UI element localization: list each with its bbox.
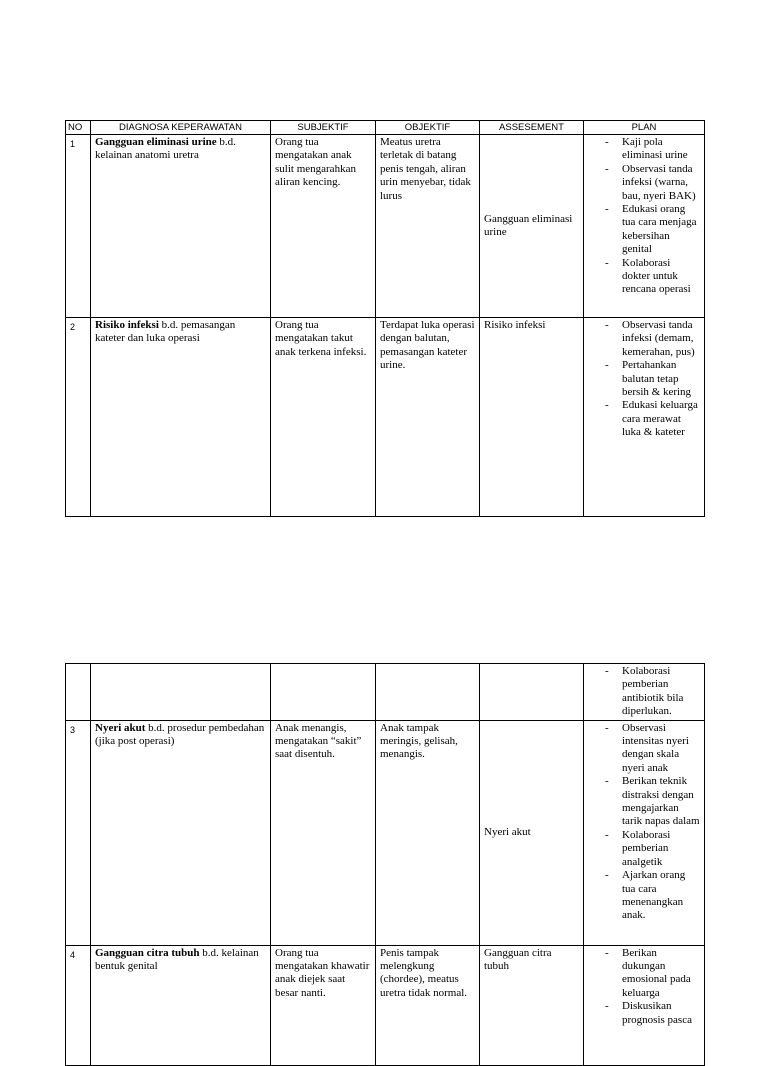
plan-item: - Pertahankan balutan tetap bersih & kering <box>622 359 700 399</box>
plan-list <box>588 947 700 1027</box>
plan-cell <box>584 720 705 945</box>
plan-cell <box>584 945 705 1065</box>
plan-list <box>588 722 700 923</box>
plan-cell <box>584 664 705 721</box>
plan-item: - Kolaborasi dokter untuk rencana operasi <box>622 257 700 297</box>
plan-cell <box>584 318 705 517</box>
plan-item: - Kolaborasi pemberian analgetik <box>622 829 700 869</box>
assesement-cell: Gangguan eliminasi urine <box>480 135 584 318</box>
plan-item: - Edukasi orang tua cara menjaga kebersihan genital <box>622 203 700 257</box>
plan-list <box>588 665 700 719</box>
diagnosa-title: Nyeri akut <box>95 721 146 734</box>
assesement-cell: Nyeri akut <box>480 720 584 945</box>
plan-item: - Kaji pola eliminasi urine <box>622 136 700 163</box>
diagnosa-cell <box>91 720 271 945</box>
diagnosa-cause: b.d. prosedur pembedahan (jika post operasi) <box>95 721 265 748</box>
diagnosa-cell <box>91 135 271 318</box>
table-row-continuation <box>66 664 705 721</box>
table-row <box>66 720 705 945</box>
header-objektif: OBJEKTIF <box>376 121 480 135</box>
row-number: 2 <box>66 318 91 517</box>
plan-item: - Berikan dukungan emosional pada keluarga <box>622 947 700 1001</box>
plan-item: - Diskusikan prognosis pasca <box>622 1000 700 1027</box>
table-row <box>66 945 705 1065</box>
diagnosa-cause: b.d. kelainan anatomi uretra <box>95 136 236 162</box>
diagnosa-title: Gangguan citra tubuh <box>95 946 200 959</box>
diagnosa-title: Risiko infeksi <box>95 319 159 331</box>
objektif-cell: Penis tampak melengkung (chordee), meatus uretra tidak normal. <box>376 945 480 1065</box>
subjektif-cell: Orang tua mengatakan khawatir anak diejek saat besar nanti. <box>271 945 376 1065</box>
subjektif-cell: Anak menangis, mengatakan “sakit” saat disentuh. <box>271 720 376 945</box>
empty-cell <box>91 664 271 721</box>
subjektif-cell: Orang tua mengatakan anak sulit mengarahkan aliran kencing. <box>271 135 376 318</box>
header-diagnosa: DIAGNOSA KEPERAWATAN <box>91 121 271 135</box>
plan-item: - Observasi tanda infeksi (warna, bau, nyeri BAK) <box>622 163 700 203</box>
nursing-care-table-page-1 <box>65 120 705 517</box>
assesement-cell: Risiko infeksi <box>480 318 584 517</box>
plan-item: - Edukasi keluarga cara merawat luka & kateter <box>622 399 700 439</box>
diagnosa-cause: b.d. kelainan bentuk genital <box>95 946 259 973</box>
objektif-cell: Meatus uretra terletak di batang penis tengah, aliran urin menyebar, tidak lurus <box>376 135 480 318</box>
table-row <box>66 135 705 318</box>
plan-item: - Ajarkan orang tua cara menenangkan anak. <box>622 869 700 923</box>
diagnosa-title: Gangguan eliminasi urine <box>95 136 217 148</box>
assesement-cell: Gangguan citra tubuh <box>480 945 584 1065</box>
row-number: 4 <box>66 945 91 1065</box>
plan-item: - Observasi tanda infeksi (demam, kemerahan, pus) <box>622 319 700 359</box>
row-number: 1 <box>66 135 91 318</box>
table-header-row <box>66 121 705 135</box>
objektif-cell: Terdapat luka operasi dengan balutan, pemasangan kateter urine. <box>376 318 480 517</box>
nursing-care-table-page-2 <box>65 663 705 1066</box>
diagnosa-cell <box>91 318 271 517</box>
empty-cell <box>376 664 480 721</box>
plan-item: - Kolaborasi pemberian antibiotik bila diperlukan. <box>622 665 700 719</box>
diagnosa-cause: b.d. pemasangan kateter dan luka operasi <box>95 319 236 345</box>
header-assesement: ASSESEMENT <box>480 121 584 135</box>
diagnosa-cell <box>91 945 271 1065</box>
subjektif-cell: Orang tua mengatakan takut anak terkena infeksi. <box>271 318 376 517</box>
plan-cell <box>584 135 705 318</box>
plan-list <box>588 319 700 440</box>
empty-cell <box>480 664 584 721</box>
header-no: NO <box>66 121 91 135</box>
objektif-cell: Anak tampak meringis, gelisah, menangis. <box>376 720 480 945</box>
plan-list <box>588 136 700 297</box>
table-row <box>66 318 705 517</box>
empty-cell <box>271 664 376 721</box>
row-number: 3 <box>66 720 91 945</box>
header-plan: PLAN <box>584 121 705 135</box>
plan-item: - Berikan teknik distraksi dengan mengajarkan tarik napas dalam <box>622 775 700 829</box>
header-subjektif: SUBJEKTIF <box>271 121 376 135</box>
plan-item: - Observasi intensitas nyeri dengan skala nyeri anak <box>622 722 700 776</box>
empty-cell <box>66 664 91 721</box>
